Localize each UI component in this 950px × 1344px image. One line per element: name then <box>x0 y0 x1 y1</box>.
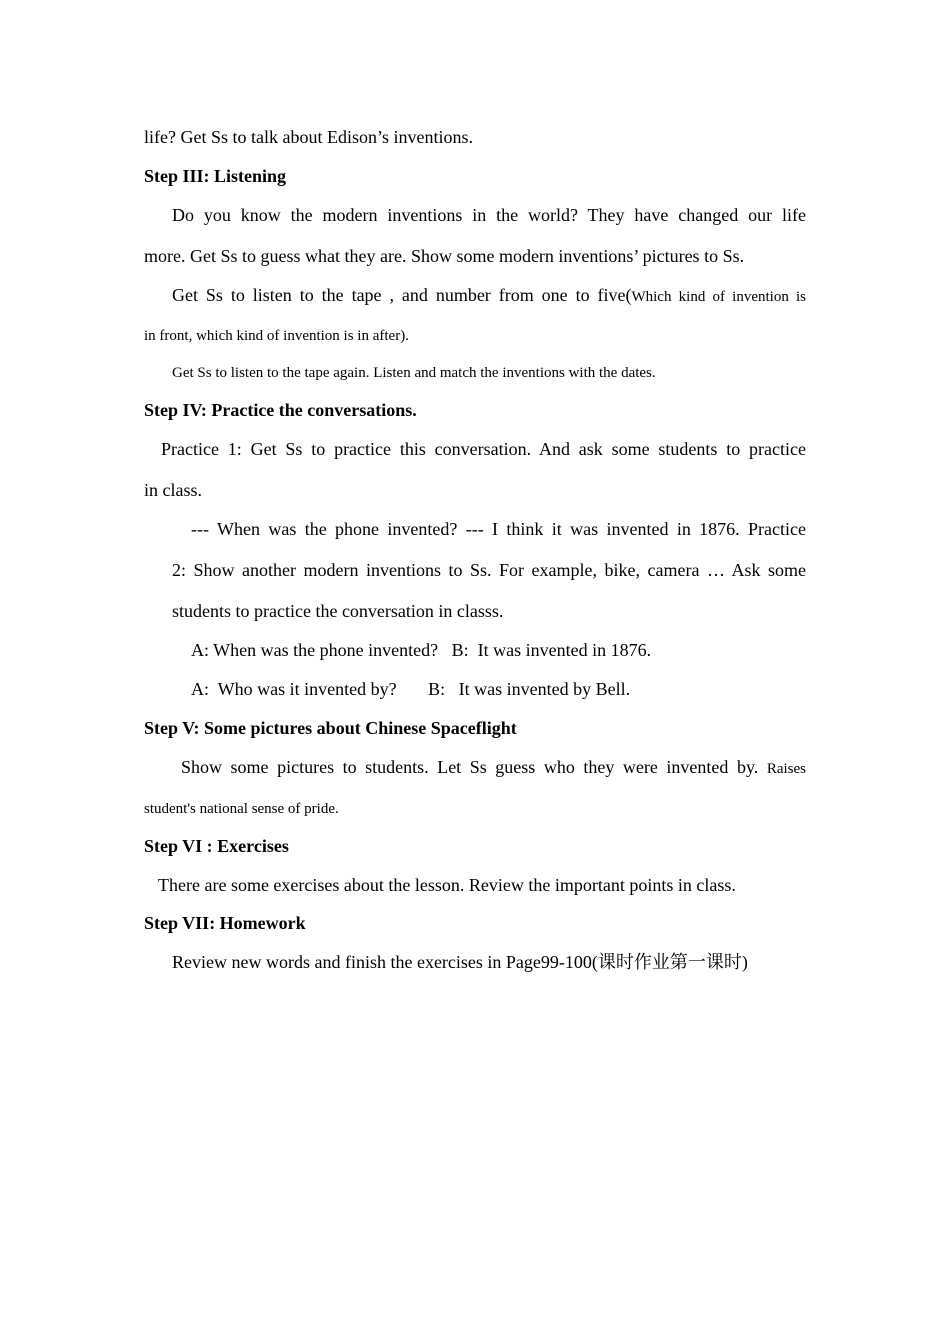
step3-para1-line2: more. Get Ss to guess what they are. Show some modern inventions’ pictures to Ss. <box>144 246 745 266</box>
step5-para1-main: Show some pictures to students. Let Ss guess who they were invented by. <box>181 757 759 777</box>
step3-para2-small: Which kind of invention is <box>631 289 807 305</box>
step4-para2-line1: --- When was the phone invented? --- I think it was invented in 1876. Practice <box>191 519 806 539</box>
step7-para1: Review new words and finish the exercises in Page99-100(课时作业第一课时) <box>172 952 748 972</box>
step3-para3: Get Ss to listen to the tape again. Listen and match the inventions with the dates. <box>172 365 656 381</box>
step3-para2-main: Get Ss to listen to the tape , and number from one to five( <box>172 285 632 305</box>
step3-para2-line1 <box>172 284 806 308</box>
step3-heading: Step III: Listening <box>144 166 287 186</box>
step5-para1-line2: student's national sense of pride. <box>144 801 339 817</box>
step5-para1-line1 <box>181 756 806 780</box>
step4-para1-line1: Practice 1: Get Ss to practice this conversation. And ask some students to practice <box>161 439 806 459</box>
step3-para1-line1: Do you know the modern inventions in the world? They have changed our life <box>172 205 806 225</box>
step3-para2-line2: in front, which kind of invention is in after). <box>144 328 409 344</box>
step6-para1: There are some exercises about the lesson. Review the important points in class. <box>158 875 736 895</box>
step4-dialog1: A: When was the phone invented? B: It was invented in 1876. <box>191 640 652 660</box>
step7-heading: Step VII: Homework <box>144 913 306 933</box>
step5-heading: Step V: Some pictures about Chinese Spaceflight <box>144 718 517 738</box>
step4-para2-line3: students to practice the conversation in classs. <box>172 601 504 621</box>
intro-line: life? Get Ss to talk about Edison’s inventions. <box>144 127 473 147</box>
step6-heading: Step VI : Exercises <box>144 836 289 856</box>
step5-para1-small: Raises <box>766 761 806 777</box>
step4-heading: Step IV: Practice the conversations. <box>144 400 417 420</box>
step4-dialog2: A: Who was it invented by? B: It was invented by Bell. <box>191 679 631 699</box>
step4-para1-line2: in class. <box>144 480 202 500</box>
step4-para2-line2: 2: Show another modern inventions to Ss. For example, bike, camera … Ask some <box>172 560 806 580</box>
